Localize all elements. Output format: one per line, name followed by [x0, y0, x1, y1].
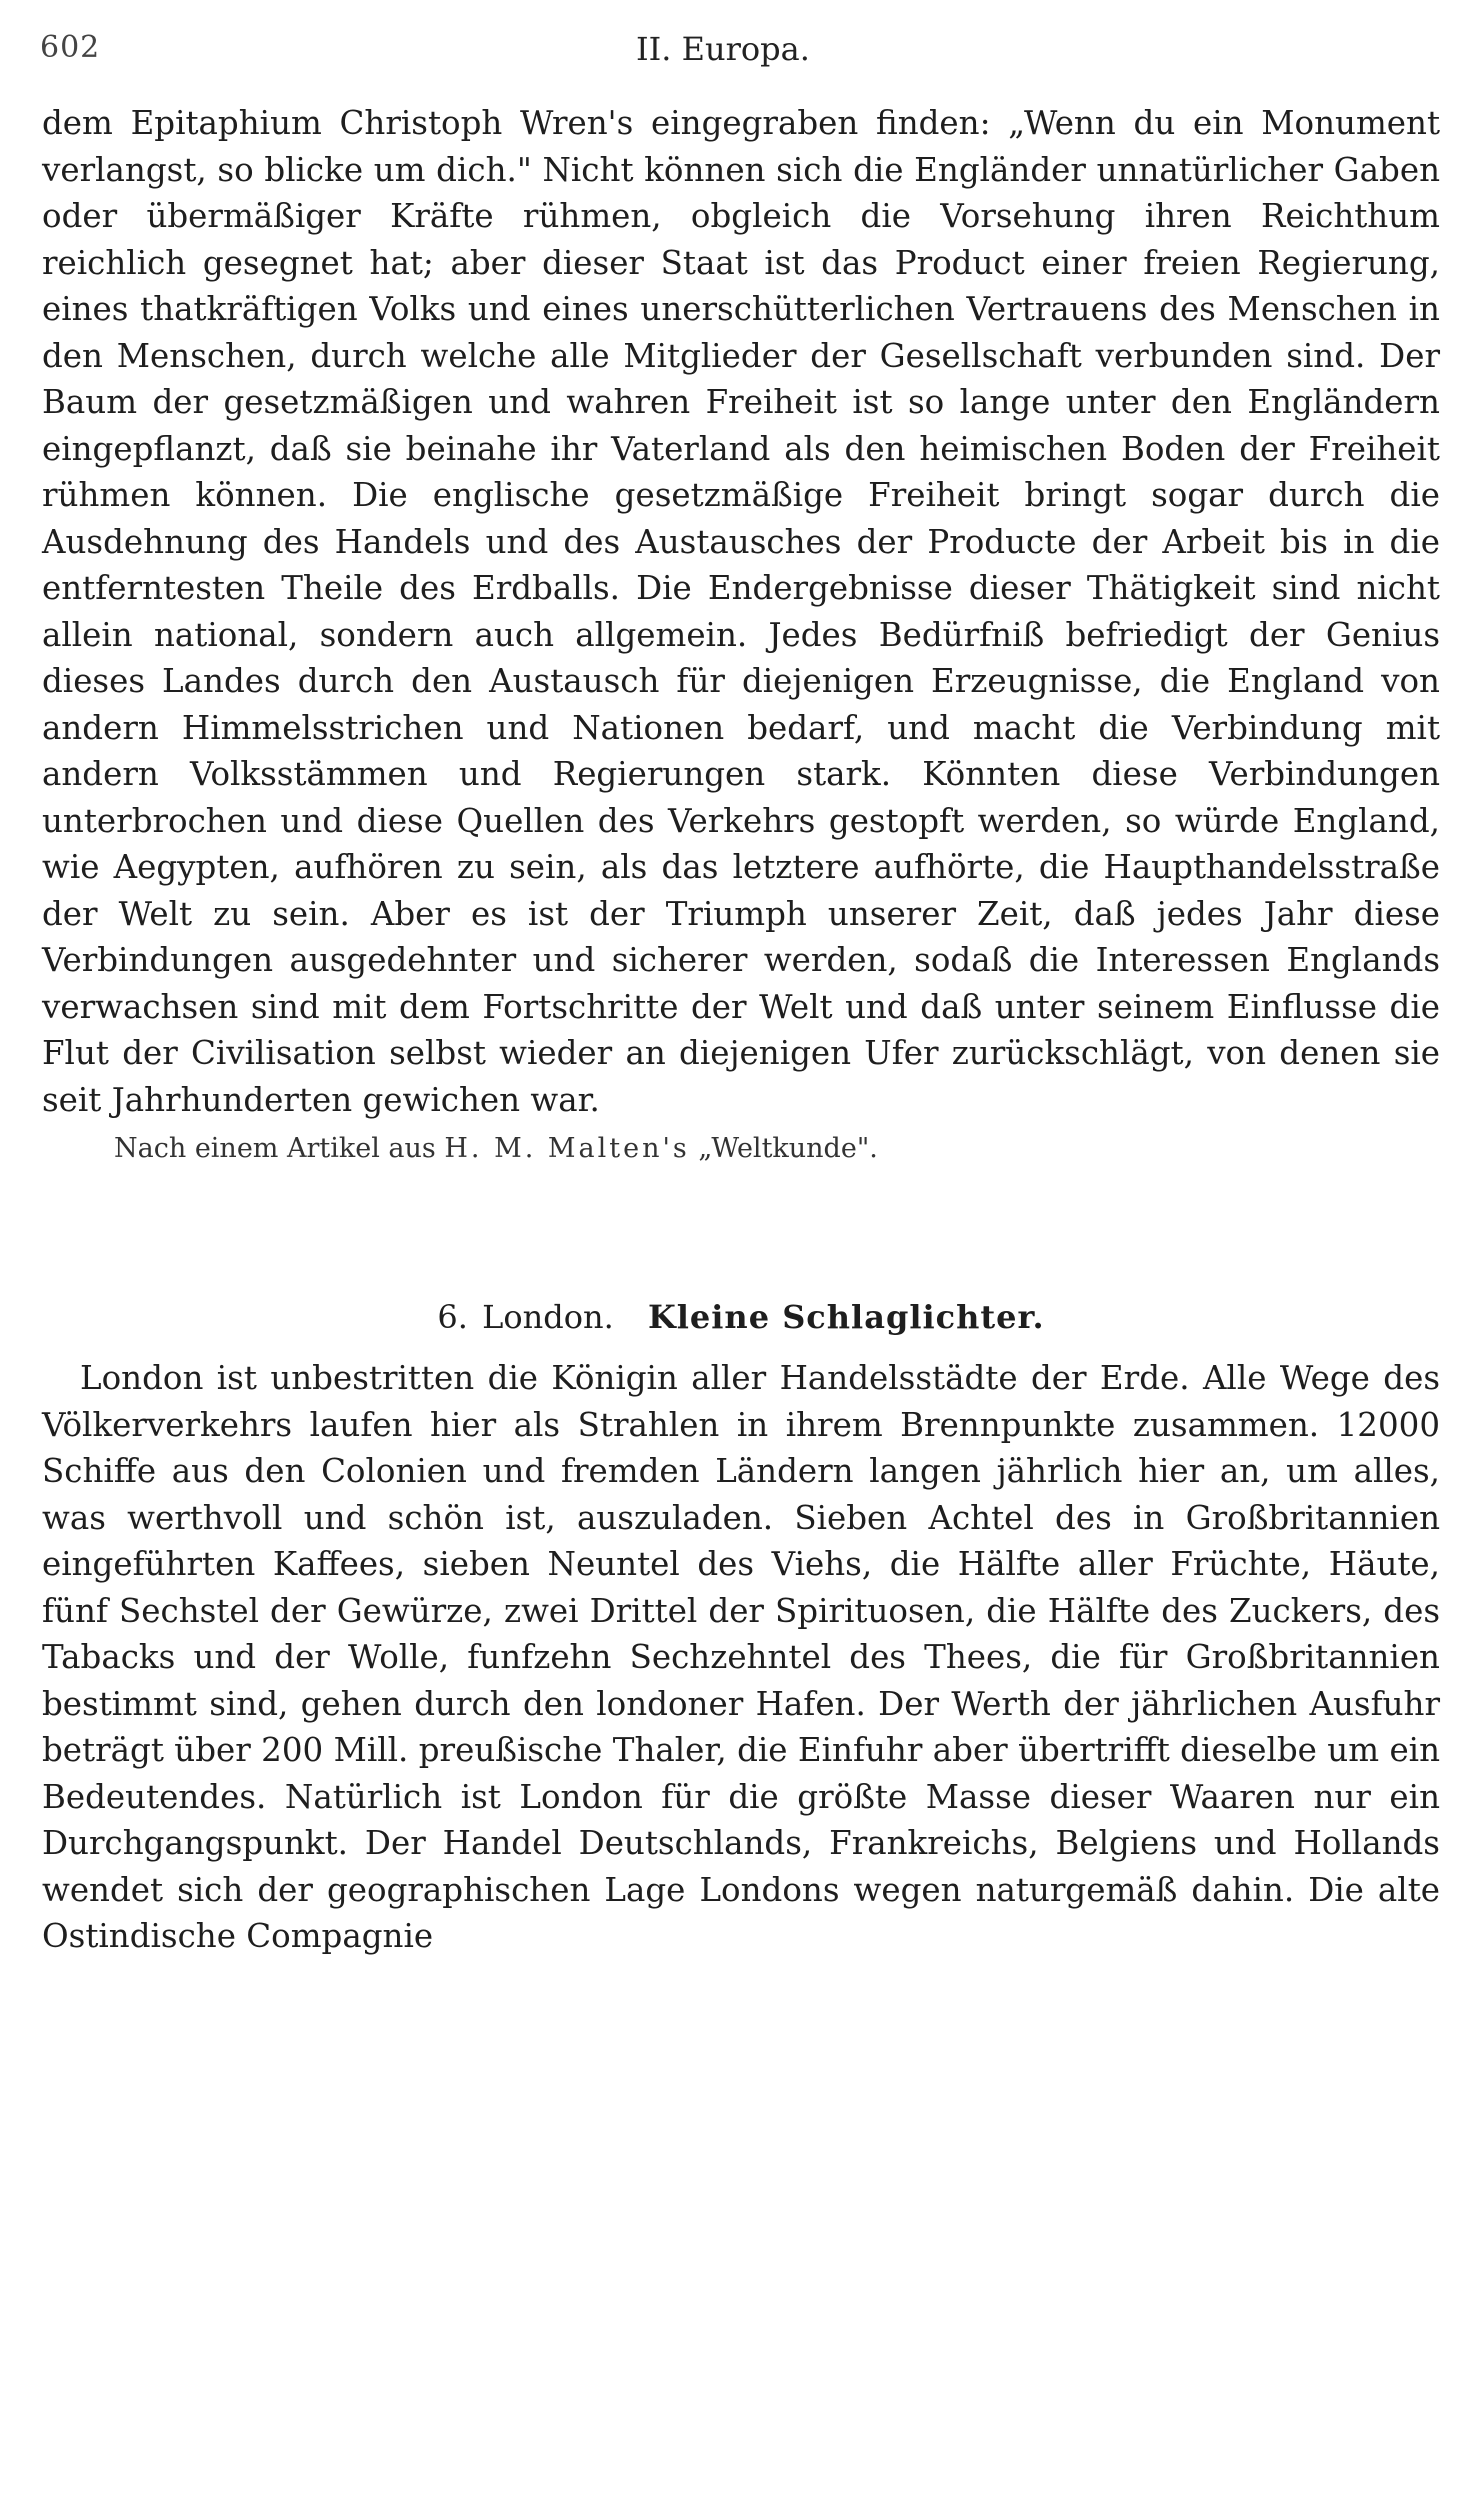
- section-heading: [42, 1295, 1440, 1339]
- source-prefix: Nach einem Artikel aus: [114, 1133, 436, 1164]
- source-citation: [114, 1129, 1440, 1169]
- section-number: 6.: [437, 1298, 468, 1336]
- body-text: [42, 100, 1440, 1960]
- article-paragraph: dem Epitaphium Christoph Wren's eingegraben finden: „Wenn du ein Monument verlangst, so blicke um dich." Nicht können sich die Engländer unnatürlicher Gaben oder übermäßiger Kräfte rühmen, obgleich die Vorsehung ihren Reichthum reichlich gesegnet hat; aber dieser Staat ist das Product einer freien Regierung, eines thatkräftigen Volks und eines unerschütterlichen Vertrauens des Menschen in den Menschen, durch welche alle Mitglieder der Gesellschaft verbunden sind. Der Baum der gesetzmäßigen und wahren Freiheit ist so lange unter den Engländern eingepflanzt, daß sie beinahe ihr Vaterland als den heimischen Boden der Freiheit rühmen können. Die englische gesetzmäßige Freiheit bringt sogar durch die Ausdehnung des Handels und des Austausches der Producte der Arbeit bis in die entferntesten Theile des Erdballs. Die Endergebnisse dieser Thätigkeit sind nicht allein national, sondern auch allgemein. Jedes Bedürfniß befriedigt der Genius dieses Landes durch den Austausch für diejenigen Erzeugnisse, die England von andern Himmelsstrichen und Nationen bedarf, und macht die Verbindung mit andern Volksstämmen und Regierungen stark. Könnten diese Verbindungen unterbrochen und diese Quellen des Verkehrs gestopft werden, so würde England, wie Aegypten, aufhören zu sein, als das letztere aufhörte, die Haupthandelsstraße der Welt zu sein. Aber es ist der Triumph unserer Zeit, daß jedes Jahr diese Verbindungen ausgedehnter und sicherer werden, sodaß die Interessen Englands verwachsen sind mit dem Fortschritte der Welt und daß unter seinem Einflusse die Flut der Civilisation selbst wieder an diejenigen Ufer zurückschlägt, von denen sie seit Jahrhunderten gewichen war.: [42, 104, 1440, 1119]
- section-place: London.: [482, 1298, 614, 1336]
- source-work: „Weltkunde".: [698, 1133, 878, 1164]
- source-author: H. M. Malten's: [444, 1133, 690, 1164]
- page-header: [40, 30, 1440, 76]
- page-number: 602: [40, 30, 101, 65]
- section-subtitle: Kleine Schlaglichter.: [647, 1298, 1045, 1336]
- running-head: II. Europa.: [636, 30, 810, 68]
- section-paragraph: London ist unbestritten die Königin aller Handelsstädte der Erde. Alle Wege des Völkerverkehrs laufen hier als Strahlen in ihrem Brennpunkte zusammen. 12000 Schiffe aus den Colonien und fremden Ländern langen jährlich hier an, um alles, was werthvoll und schön ist, auszuladen. Sieben Achtel des in Großbritannien eingeführten Kaffees, sieben Neuntel des Viehs, die Hälfte aller Früchte, Häute, fünf Sechstel der Gewürze, zwei Drittel der Spirituosen, die Hälfte des Zuckers, des Tabacks und der Wolle, funfzehn Sechzehntel des Thees, die für Großbritannien bestimmt sind, gehen durch den londoner Hafen. Der Werth der jährlichen Ausfuhr beträgt über 200 Mill. preußische Thaler, die Einfuhr aber übertrifft dieselbe um ein Bedeutendes. Natürlich ist London für die größte Masse dieser Waaren nur ein Durchgangspunkt. Der Handel Deutschlands, Frankreichs, Belgiens und Hollands wendet sich der geographischen Lage Londons wegen naturgemäß dahin. Die alte Ostindische Compagnie: [42, 1359, 1440, 1955]
